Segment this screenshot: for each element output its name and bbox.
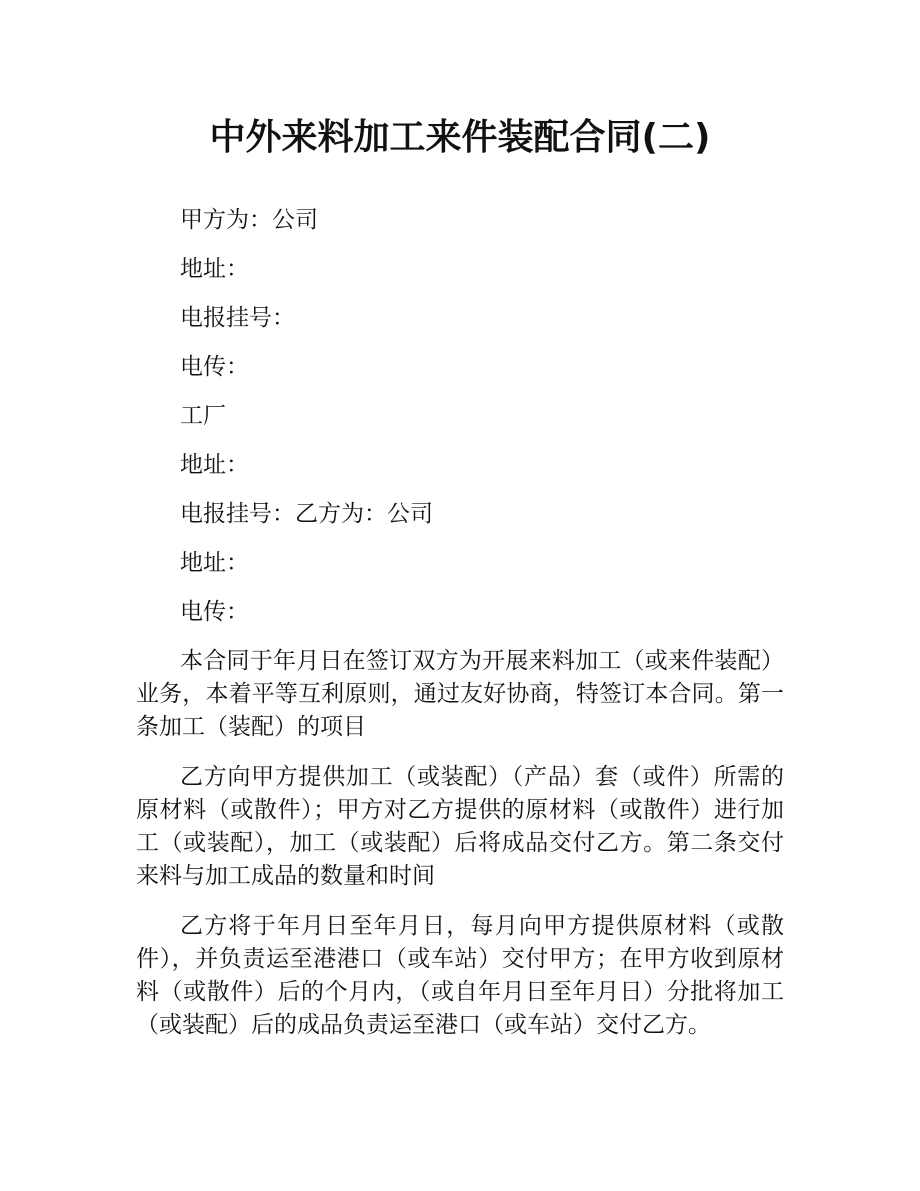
factory-cable-party-b: 电报挂号：乙方为：公司 xyxy=(180,501,433,527)
contract-title: 中外来料加工来件装配合同(二) xyxy=(209,117,711,158)
party-a-telex: 电传： xyxy=(180,354,249,380)
article-1-paragraph: 乙方向甲方提供加工（或装配）（产品）套（或件）所需的原材料（或散件）；甲方对乙方提供的原材料（或散件）进行加工（或装配），加工（或装配）后将成品交付乙方。第二条交付来料与加工成品的数量和时间 xyxy=(136,764,784,889)
factory-address: 地址： xyxy=(180,452,249,478)
party-b-telex: 电传： xyxy=(180,599,249,625)
party-a-cable: 电报挂号： xyxy=(180,305,295,331)
party-a-name: 甲方为：公司 xyxy=(180,207,318,233)
factory-name: 工厂 xyxy=(180,403,226,429)
party-b-address: 地址： xyxy=(180,550,249,576)
party-a-address: 地址： xyxy=(180,256,249,282)
article-2-paragraph: 乙方将于年月日至年月日，每月向甲方提供原材料（或散件），并负责运至港港口（或车站）交付甲方；在甲方收到原材料（或散件）后的个月内，（或自年月日至年月日）分批将加工（或装配）后的成品负责运至港口（或车站）交付乙方。 xyxy=(136,913,784,1038)
intro-paragraph: 本合同于年月日在签订双方为开展来料加工（或来件装配）业务，本着平等互利原则，通过友好协商，特签订本合同。第一条加工（装配）的项目 xyxy=(136,648,784,740)
